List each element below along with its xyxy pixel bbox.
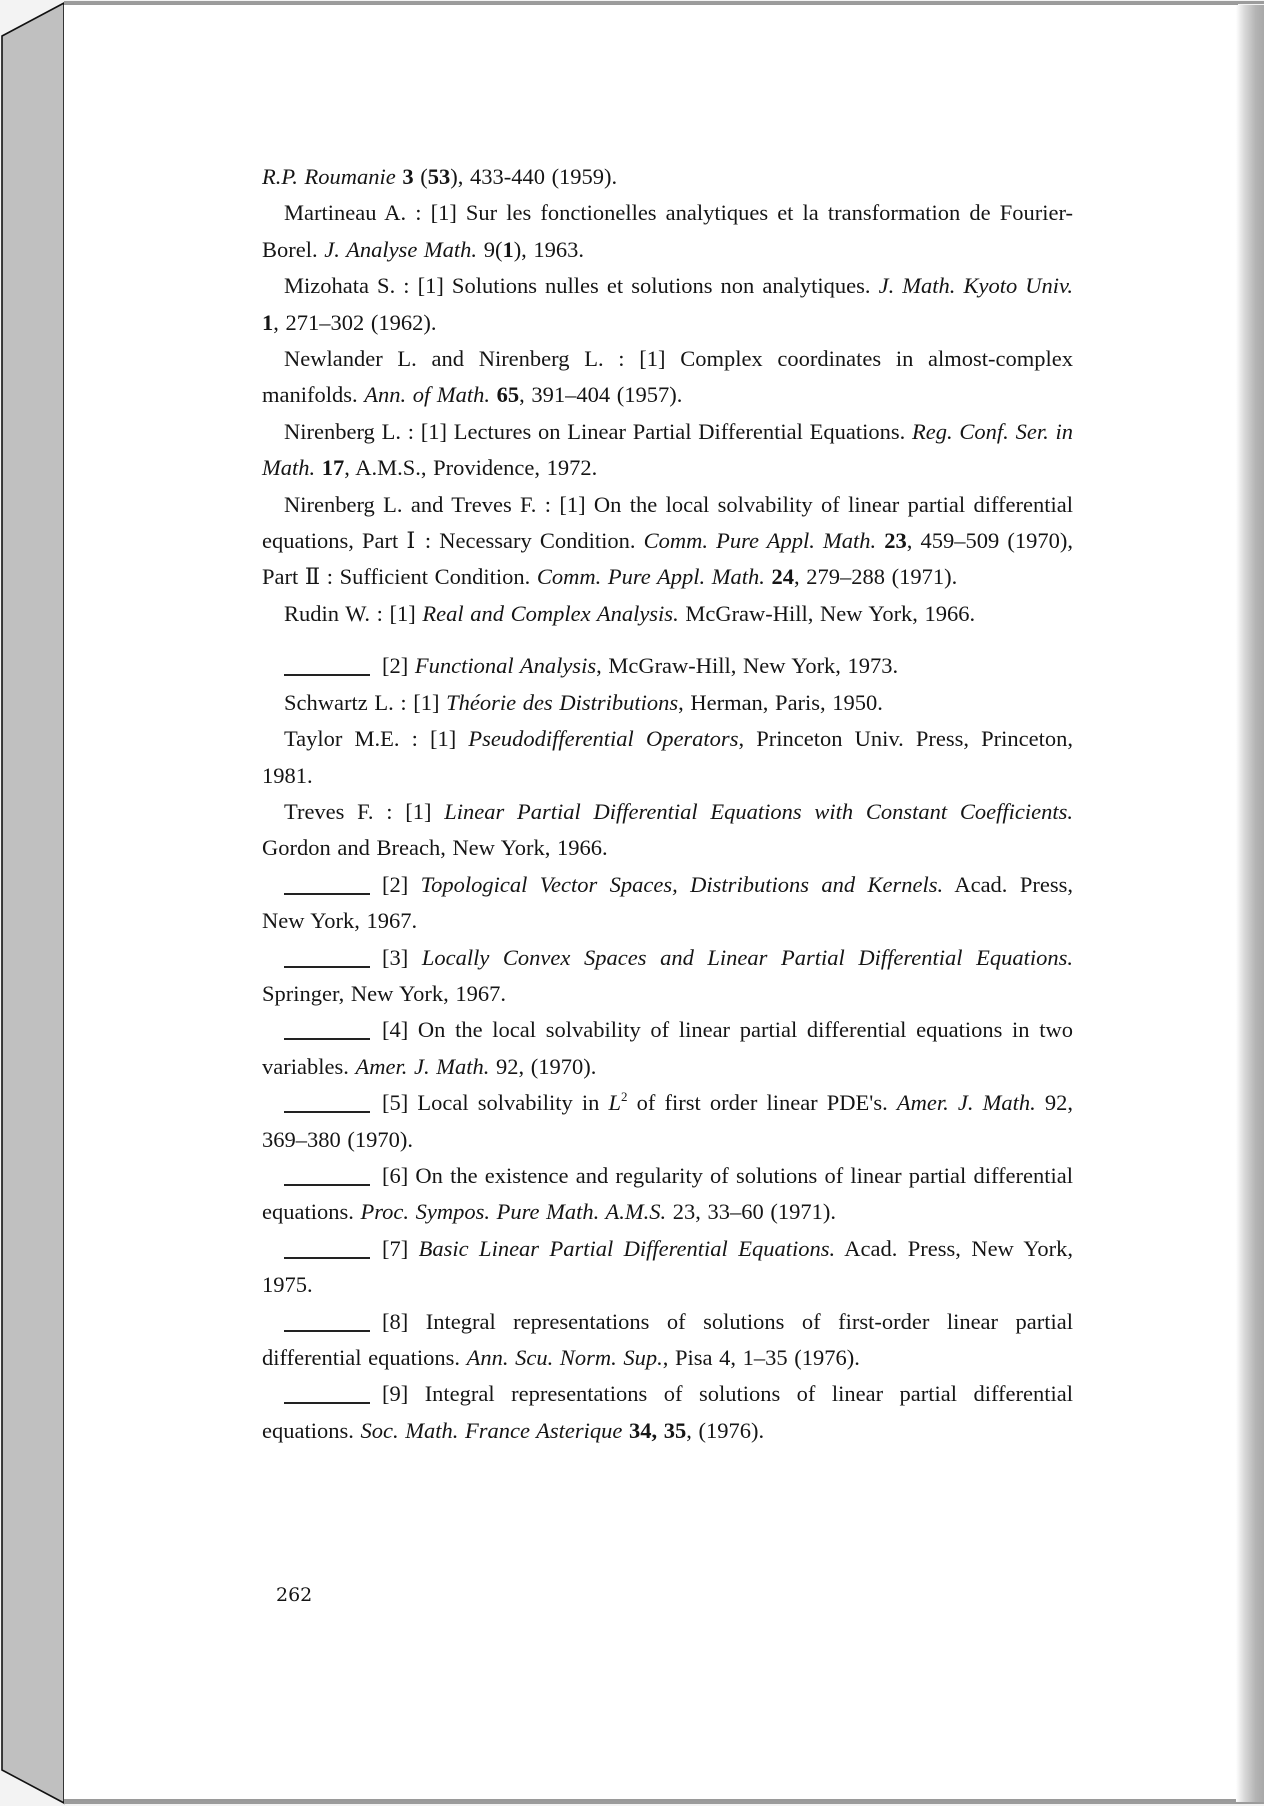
entry-text: 23, 33–60 (1971). xyxy=(666,1199,836,1225)
entry-text: [2] xyxy=(382,871,421,897)
bibliography-entry-continuation xyxy=(262,1158,1073,1231)
italic-text: R.P. Roumanie xyxy=(262,164,396,189)
bibliography-entry xyxy=(262,596,1073,632)
italic-text: Functional Analysis xyxy=(414,653,597,679)
same-author-dash xyxy=(284,1402,370,1404)
entry-text: , A.M.S., Providence, 1972. xyxy=(344,455,598,481)
italic-text: Ann. Scu. Norm. Sup. xyxy=(466,1345,663,1370)
bibliography-entry-continuation xyxy=(262,1085,1073,1158)
bold-text: 24 xyxy=(771,564,794,590)
superscript: 2 xyxy=(620,1089,628,1105)
bibliography-entry xyxy=(262,341,1073,414)
entry-text: ), 1963. xyxy=(513,236,585,262)
italic-text: Comm. Pure Appl. Math. xyxy=(536,564,765,590)
italic-text: Amer. J. Math. xyxy=(355,1053,490,1079)
italic-text: L xyxy=(608,1090,621,1116)
entry-text: [3] xyxy=(382,944,422,970)
italic-text: Soc. Math. France Asterique xyxy=(360,1417,623,1443)
entry-text: , 459–509 (1970), Part Ⅱ : Sufficient Condition. xyxy=(262,528,1073,590)
italic-text: Ann. of Math. xyxy=(364,382,490,408)
entry-text: , McGraw-Hill, New York, 1973. xyxy=(596,653,899,679)
entry-text: [2] xyxy=(382,653,415,679)
bibliography-entry xyxy=(262,159,1073,195)
entry-text: [4] On the local solvability of linear partial differential equations in two variables. xyxy=(262,1017,1073,1079)
italic-text: Pseudodifferential Operators xyxy=(468,726,739,752)
italic-text: J. Math. Kyoto Univ. xyxy=(878,273,1074,299)
page-bottom-edge xyxy=(64,1801,1264,1804)
italic-text: Real and Complex Analysis. xyxy=(422,600,679,626)
entry-text: Treves F. : [1] xyxy=(284,798,445,824)
bibliography-entry xyxy=(262,487,1073,596)
entry-text: Nirenberg L. : [1] Lectures on Linear Partial Differential Equations. xyxy=(284,418,913,444)
italic-text: Linear Partial Differential Equations with Constant Coefficients. xyxy=(444,798,1073,824)
same-author-dash xyxy=(284,1111,370,1113)
entry-text: , Princeton Univ. Press, Princeton, 1981. xyxy=(262,726,1073,788)
entry-text: , Herman, Paris, 1950. xyxy=(678,689,883,715)
entry-text: [5] Local solvability in xyxy=(382,1090,609,1116)
bibliography-entry xyxy=(262,414,1073,487)
bibliography-entry-continuation xyxy=(262,1012,1073,1085)
entry-text: , Pisa 4, 1–35 (1976). xyxy=(662,1345,860,1370)
entry-text: 92, 369–380 (1970). xyxy=(262,1090,1073,1152)
entry-text xyxy=(315,455,322,480)
page-edge-shadow xyxy=(1236,5,1264,1802)
same-author-dash xyxy=(284,966,370,968)
entry-text: Gordon and Breach, New York, 1966. xyxy=(262,835,608,861)
entry-text: Schwartz L. : [1] xyxy=(284,689,447,715)
entry-text: [9] Integral representations of solutions of linear partial differential equations. xyxy=(262,1381,1073,1443)
italic-text: Amer. J. Math. xyxy=(896,1090,1036,1116)
book-spine xyxy=(0,0,70,1806)
bibliography-entry-continuation xyxy=(262,867,1073,940)
italic-text: Reg. Conf. Ser. in Math. xyxy=(262,418,1073,481)
entry-text: [6] On the existence and regularity of solutions of linear partial differential equations. xyxy=(262,1162,1073,1225)
bold-text: 1 xyxy=(262,309,274,335)
entry-text: Taylor M.E. : [1] xyxy=(284,726,469,752)
bold-text: 3 xyxy=(402,164,414,189)
entry-text: Nirenberg L. and Treves F. : [1] On the local solvability of linear partial differential equations, Part Ⅰ : Necessary Condition. xyxy=(262,491,1073,554)
entry-text: , 271–302 (1962). xyxy=(273,309,437,335)
entry-text: ), 433-440 (1959). xyxy=(450,164,618,189)
entry-text: Rudin W. : [1] xyxy=(284,600,423,626)
bold-text: 53 xyxy=(427,164,451,189)
entry-text: ( xyxy=(413,164,428,189)
bold-text: 1 xyxy=(502,236,514,262)
same-author-dash xyxy=(284,1184,370,1186)
bibliography-entry xyxy=(262,268,1073,341)
italic-text: Proc. Sympos. Pure Math. A.M.S. xyxy=(360,1199,667,1225)
entry-text: McGraw-Hill, New York, 1966. xyxy=(678,600,976,626)
same-author-dash xyxy=(284,674,370,676)
bibliography-entry xyxy=(262,794,1073,867)
bibliography-entry xyxy=(262,685,1073,721)
entry-text: , 391–404 (1957). xyxy=(519,382,683,408)
bibliography-list xyxy=(262,159,1073,1449)
entry-text: of first order linear PDE's. xyxy=(627,1090,897,1116)
page-number: 262 xyxy=(276,1584,313,1606)
italic-text: Basic Linear Partial Differential Equations. xyxy=(418,1235,836,1261)
italic-text: J. Analyse Math. xyxy=(324,236,478,262)
bold-text: 34, 35 xyxy=(629,1417,687,1443)
entry-text: Springer, New York, 1967. xyxy=(262,980,506,1006)
bold-text: 23 xyxy=(884,528,907,554)
entry-text: Newlander L. and Nirenberg L. : [1] Complex coordinates in almost-complex manifolds. xyxy=(262,346,1073,408)
same-author-dash xyxy=(284,893,370,895)
same-author-dash xyxy=(284,1038,370,1040)
entry-text: Martineau A. : [1] Sur les fonctionelles analytiques et la transformation de Fourier-Borel. xyxy=(262,200,1073,262)
entry-text: [8] Integral representations of solutions of first-order linear partial differential equations. xyxy=(262,1308,1073,1370)
entry-text: Acad. Press, New York, 1967. xyxy=(262,871,1073,934)
bibliography-entry-continuation xyxy=(262,648,1073,684)
italic-text: Locally Convex Spaces and Linear Partial Differential Equations. xyxy=(421,944,1073,970)
bibliography-entry xyxy=(262,195,1073,268)
entry-text xyxy=(490,382,497,407)
entry-text: Acad. Press, New York, 1975. xyxy=(262,1235,1073,1298)
entry-text: 9( xyxy=(477,236,503,262)
same-author-dash xyxy=(284,1257,370,1259)
bibliography-entry-continuation xyxy=(262,940,1073,1013)
entry-text xyxy=(765,564,772,589)
bold-text: 17 xyxy=(321,455,345,481)
italic-text: Théorie des Distributions xyxy=(446,689,679,715)
entry-text: Mizohata S. : [1] Solutions nulles et solutions non analytiques. xyxy=(284,273,879,299)
entry-text: , 279–288 (1971). xyxy=(794,564,958,590)
bibliography-entry-continuation xyxy=(262,1231,1073,1304)
italic-text: Topological Vector Spaces, Distributions and Kernels. xyxy=(420,871,944,897)
bibliography-entry-continuation xyxy=(262,1376,1073,1449)
bibliography-entry-continuation xyxy=(262,1304,1073,1377)
entry-text: [7] xyxy=(382,1235,419,1261)
bibliography-entry xyxy=(262,721,1073,794)
bold-text: 65 xyxy=(496,382,520,408)
same-author-dash xyxy=(284,1330,370,1332)
entry-text: 92, (1970). xyxy=(489,1053,597,1079)
page-top-edge xyxy=(64,1,1264,4)
italic-text: Comm. Pure Appl. Math. xyxy=(643,528,877,554)
entry-text: , (1976). xyxy=(686,1417,765,1443)
